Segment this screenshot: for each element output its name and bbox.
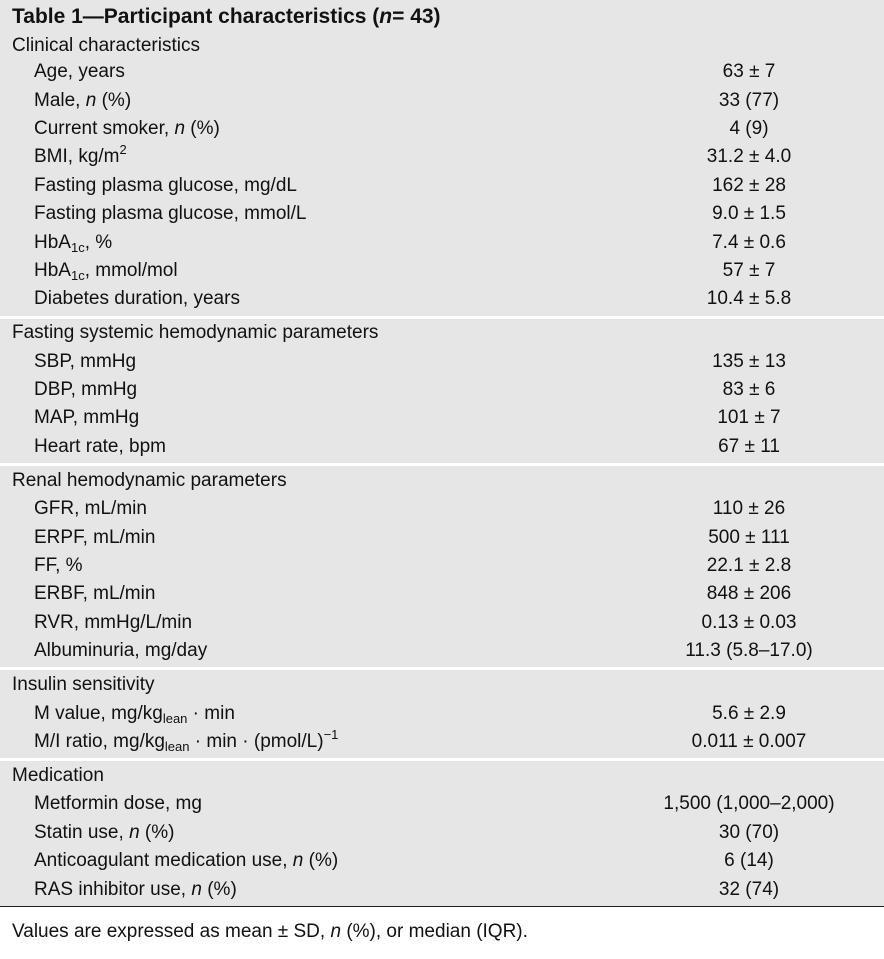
table-row (0, 228, 884, 256)
label-part: Current smoker, (34, 117, 175, 139)
row-label: MAP, mmHg (34, 407, 140, 429)
row-label (0, 142, 614, 168)
label-sup: −1 (323, 727, 339, 742)
table-row (0, 637, 884, 665)
label-part: M value, mg/kg (34, 702, 163, 724)
label-part: (%) (185, 117, 220, 139)
row-value: 11.3 (5.8–17.0) (685, 640, 813, 662)
table-row (0, 790, 884, 818)
row-label (0, 232, 614, 254)
row-value: 22.1 ± 2.8 (706, 555, 792, 577)
label-n: n (85, 89, 97, 111)
row-label: Fasting plasma glucose, mmol/L (34, 203, 307, 225)
row-label (0, 118, 614, 140)
label-part: Statin use, (34, 821, 130, 843)
row-label: Diabetes duration, years (34, 288, 240, 310)
table-row (0, 433, 884, 461)
row-value: 57 ± 7 (722, 259, 776, 281)
label-n: n (174, 117, 186, 139)
table-row (0, 580, 884, 608)
row-label: GFR, mL/min (34, 498, 147, 520)
row-label: Albuminuria, mg/day (34, 640, 208, 662)
row-label (0, 822, 614, 844)
row-label: Metformin dose, mg (34, 793, 202, 815)
table-footnote (0, 907, 884, 943)
row-value: 63 ± 7 (722, 61, 776, 83)
row-label: ERBF, mL/min (34, 583, 156, 605)
row-value: 4 (9) (729, 117, 769, 139)
row-label (0, 90, 614, 112)
row-label (0, 703, 614, 725)
table-row (0, 376, 884, 404)
row-value: 101 ± 7 (717, 407, 781, 429)
section-heading: Insulin sensitivity (12, 673, 155, 695)
label-sub: lean (164, 739, 190, 754)
label-part: Anticoagulant medication use, (34, 850, 293, 872)
title-prefix: Table 1—Participant characteristics ( (12, 5, 380, 28)
row-label: RVR, mmHg/L/min (34, 611, 193, 633)
table-row (0, 404, 884, 432)
row-label: Age, years (34, 61, 125, 83)
table-row (0, 285, 884, 313)
row-label (0, 850, 614, 872)
label-part: BMI, kg/m (34, 146, 120, 168)
row-value: 7.4 ± 0.6 (712, 231, 786, 253)
section-systemic (0, 316, 884, 464)
label-part: (%) (303, 850, 339, 872)
section-heading: Fasting systemic hemodynamic parameters (12, 322, 379, 344)
section-medication (0, 758, 884, 906)
section-heading: Medication (12, 764, 104, 786)
row-value: 110 ± 26 (712, 498, 786, 520)
row-value: 1,500 (1,000–2,000) (663, 793, 835, 815)
row-value: 848 ± 206 (706, 583, 792, 605)
table-row (0, 172, 884, 200)
table-row (0, 699, 884, 727)
label-part: M/I ratio, mg/kg (34, 731, 165, 752)
section-heading: Renal hemodynamic parameters (12, 469, 287, 491)
section-heading: Clinical characteristics (12, 35, 200, 56)
row-value: 33 (77) (718, 89, 780, 111)
table-row (0, 609, 884, 637)
row-value: 31.2 ± 4.0 (706, 146, 792, 168)
row-value: 32 (74) (718, 878, 780, 900)
row-value: 162 ± 28 (712, 174, 786, 196)
label-sub: 1c (70, 239, 85, 255)
table-row (0, 58, 884, 86)
table-row (0, 495, 884, 523)
row-value: 67 ± 11 (718, 435, 780, 457)
row-label: FF, % (34, 555, 83, 577)
table-title (0, 0, 884, 34)
label-part: RAS inhibitor use, (34, 878, 192, 900)
label-sub: 1c (70, 267, 85, 283)
table-row (0, 86, 884, 114)
label-part: Male, (34, 89, 86, 111)
label-part: · min · (pmol/L) (189, 731, 324, 752)
table-row (0, 728, 884, 756)
title-suffix: = 43) (392, 5, 441, 28)
label-part: HbA (34, 231, 71, 253)
section-renal (0, 463, 884, 667)
label-part: , mmol/mol (84, 259, 178, 281)
row-value: 30 (70) (718, 821, 780, 843)
row-value: 0.011 ± 0.007 (691, 731, 807, 752)
label-sub: lean (162, 710, 188, 726)
row-value: 5.6 ± 2.9 (712, 702, 786, 724)
row-value: 10.4 ± 5.8 (706, 288, 792, 310)
label-part: (%) (201, 878, 237, 900)
table-row (0, 115, 884, 143)
table-row (0, 552, 884, 580)
row-label: Heart rate, bpm (34, 435, 166, 457)
table-row (0, 875, 884, 903)
row-value: 135 ± 13 (712, 350, 786, 372)
label-n: n (292, 850, 304, 872)
table-row (0, 523, 884, 551)
table-row (0, 819, 884, 847)
row-label: Fasting plasma glucose, mg/dL (34, 174, 297, 196)
label-n: n (129, 821, 140, 843)
label-part: (%) (139, 821, 175, 843)
title-n: n (379, 5, 393, 28)
row-value: 83 ± 6 (722, 379, 776, 401)
label-part: , % (84, 231, 113, 253)
section-clinical (0, 34, 884, 316)
label-part: · min (187, 702, 235, 724)
row-value: 0.13 ± 0.03 (701, 611, 797, 633)
label-part: (%) (96, 89, 132, 111)
label-n: n (191, 878, 202, 900)
row-label (0, 727, 614, 754)
row-label (0, 879, 614, 901)
row-label: ERPF, mL/min (34, 526, 156, 548)
row-label: DBP, mmHg (34, 379, 138, 401)
table-row (0, 143, 884, 171)
row-label (0, 260, 614, 282)
label-part: HbA (34, 259, 71, 281)
row-value: 6 (14) (724, 850, 774, 872)
table-row (0, 847, 884, 875)
label-sup: 2 (119, 142, 127, 158)
footnote-part: (%), or median (IQR). (341, 920, 528, 942)
table-row (0, 200, 884, 228)
section-insulin (0, 667, 884, 758)
footnote-n: n (330, 920, 342, 942)
table-row (0, 257, 884, 285)
footnote-part: Values are expressed as mean ± SD, (12, 920, 331, 942)
row-value: 9.0 ± 1.5 (712, 203, 786, 225)
row-value: 500 ± 111 (708, 526, 790, 548)
table-row (0, 348, 884, 376)
row-label: SBP, mmHg (34, 350, 137, 372)
